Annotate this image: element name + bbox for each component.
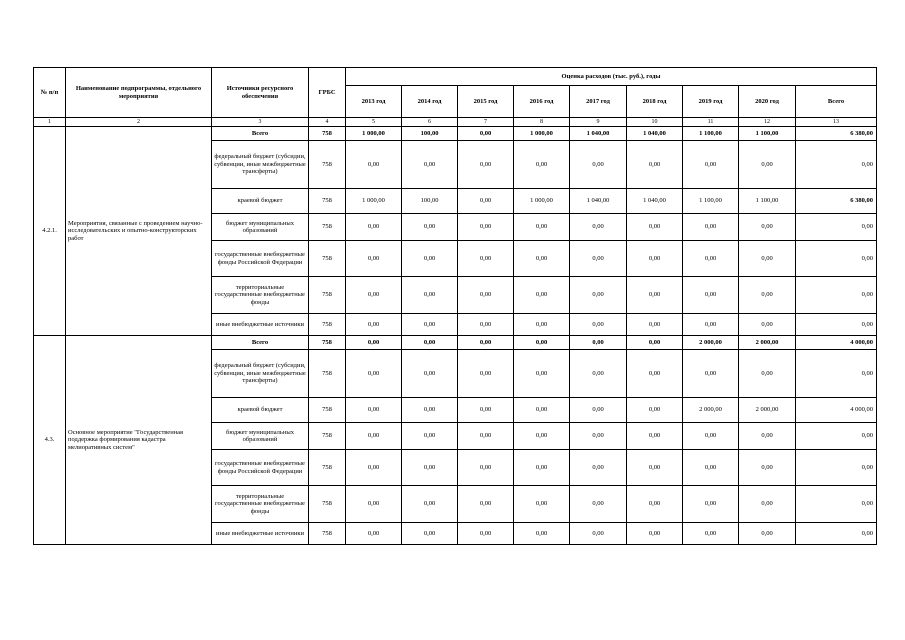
- year-value: 0,00: [627, 214, 683, 241]
- year-value: 0,00: [570, 523, 627, 545]
- year-value: 0,00: [739, 214, 796, 241]
- year-value: 0,00: [458, 241, 514, 277]
- funding-source: бюджет муниципальных образований: [212, 423, 309, 450]
- grbs-code: 758: [309, 214, 346, 241]
- total-value: 0,00: [796, 423, 877, 450]
- grbs-code: 758: [309, 486, 346, 523]
- year-value: 0,00: [346, 350, 402, 398]
- total-value: 0,00: [796, 486, 877, 523]
- year-value: 0,00: [570, 241, 627, 277]
- year-value: 0,00: [402, 141, 458, 189]
- year-value: 0,00: [346, 523, 402, 545]
- year-value: 0,00: [627, 398, 683, 423]
- year-value: 0,00: [346, 423, 402, 450]
- year-value: 0,00: [458, 523, 514, 545]
- year-value: 0,00: [458, 423, 514, 450]
- funding-source: краевой бюджет: [212, 189, 309, 214]
- col-header-year: 2018 год: [627, 86, 683, 118]
- year-value: 0,00: [402, 398, 458, 423]
- year-value: 0,00: [683, 141, 739, 189]
- funding-source: государственные внебюджетные фонды Российской Федерации: [212, 450, 309, 486]
- year-value: 2 000,00: [739, 398, 796, 423]
- year-value: 0,00: [514, 523, 570, 545]
- year-value: 0,00: [627, 141, 683, 189]
- grbs-code: 758: [309, 314, 346, 336]
- year-value: 0,00: [402, 450, 458, 486]
- col-header-estimate: Оценка расходов (тыс. руб.), годы: [346, 68, 877, 86]
- year-value: 0,00: [627, 314, 683, 336]
- total-value: 6 380,00: [796, 189, 877, 214]
- grbs-code: 758: [309, 141, 346, 189]
- year-value: 0,00: [514, 277, 570, 314]
- col-header-year: 2014 год: [402, 86, 458, 118]
- index-cell: 1: [34, 118, 66, 127]
- year-value: 0,00: [570, 423, 627, 450]
- col-header-source: Источники ресурсного обеспечения: [212, 68, 309, 118]
- year-value: 0,00: [346, 450, 402, 486]
- year-value: 0,00: [683, 241, 739, 277]
- year-value: 1 100,00: [739, 127, 796, 141]
- year-value: 2 000,00: [739, 336, 796, 350]
- year-value: 1 040,00: [570, 127, 627, 141]
- year-value: 0,00: [514, 450, 570, 486]
- year-value: 0,00: [514, 350, 570, 398]
- col-header-grbs: ГРБС: [309, 68, 346, 118]
- index-cell: 13: [796, 118, 877, 127]
- total-value: 6 380,00: [796, 127, 877, 141]
- grbs-code: 758: [309, 336, 346, 350]
- year-value: 0,00: [402, 214, 458, 241]
- col-header-year: Всего: [796, 86, 877, 118]
- total-value: 0,00: [796, 277, 877, 314]
- year-value: 1 100,00: [683, 189, 739, 214]
- col-header-year: 2020 год: [739, 86, 796, 118]
- index-cell: 8: [514, 118, 570, 127]
- year-value: 0,00: [346, 214, 402, 241]
- year-value: 0,00: [570, 450, 627, 486]
- total-value: 0,00: [796, 214, 877, 241]
- year-value: 0,00: [570, 486, 627, 523]
- year-value: 0,00: [739, 423, 796, 450]
- year-value: 0,00: [458, 127, 514, 141]
- year-value: 0,00: [402, 486, 458, 523]
- year-value: 0,00: [683, 423, 739, 450]
- year-value: 0,00: [739, 241, 796, 277]
- index-cell: 3: [212, 118, 309, 127]
- year-value: 1 100,00: [683, 127, 739, 141]
- year-value: 0,00: [458, 277, 514, 314]
- year-value: 0,00: [458, 314, 514, 336]
- col-header-year: 2015 год: [458, 86, 514, 118]
- year-value: 0,00: [346, 486, 402, 523]
- year-value: 0,00: [739, 350, 796, 398]
- funding-source: бюджет муниципальных образований: [212, 214, 309, 241]
- year-value: 0,00: [458, 336, 514, 350]
- year-value: 0,00: [570, 141, 627, 189]
- year-value: 0,00: [514, 214, 570, 241]
- year-value: 0,00: [514, 241, 570, 277]
- year-value: 0,00: [570, 277, 627, 314]
- year-value: 0,00: [739, 450, 796, 486]
- grbs-code: 758: [309, 398, 346, 423]
- col-header-num: № п/п: [34, 68, 66, 118]
- year-value: 0,00: [458, 189, 514, 214]
- index-cell: 6: [402, 118, 458, 127]
- year-value: 0,00: [627, 350, 683, 398]
- year-value: 1 100,00: [739, 189, 796, 214]
- funding-source: территориальные государственные внебюджетные фонды: [212, 486, 309, 523]
- year-value: 0,00: [346, 241, 402, 277]
- year-value: 0,00: [402, 336, 458, 350]
- index-cell: 2: [66, 118, 212, 127]
- total-value: 4 000,00: [796, 398, 877, 423]
- year-value: 0,00: [739, 523, 796, 545]
- grbs-code: 758: [309, 277, 346, 314]
- index-cell: 4: [309, 118, 346, 127]
- year-value: 1 000,00: [346, 189, 402, 214]
- year-value: 0,00: [683, 277, 739, 314]
- year-value: 0,00: [683, 350, 739, 398]
- year-value: 0,00: [627, 523, 683, 545]
- funding-source: федеральный бюджет (субсидии, субвенции, иные межбюджетные трансферты): [212, 350, 309, 398]
- index-row: [34, 118, 877, 127]
- year-value: 0,00: [346, 141, 402, 189]
- year-value: 0,00: [514, 314, 570, 336]
- year-value: 0,00: [402, 350, 458, 398]
- year-value: 0,00: [346, 277, 402, 314]
- col-header-name: Наименование подпрограммы, отдельного мероприятия: [66, 68, 212, 118]
- year-value: 0,00: [458, 141, 514, 189]
- funding-source: Всего: [212, 127, 309, 141]
- year-value: 0,00: [739, 486, 796, 523]
- row-number: 4.2.1.: [34, 127, 66, 336]
- year-value: 0,00: [514, 336, 570, 350]
- grbs-code: 758: [309, 423, 346, 450]
- year-value: 0,00: [739, 141, 796, 189]
- year-value: 0,00: [570, 398, 627, 423]
- budget-table: [33, 67, 877, 545]
- year-value: 0,00: [346, 398, 402, 423]
- year-value: 0,00: [402, 423, 458, 450]
- year-value: 0,00: [570, 314, 627, 336]
- index-cell: 10: [627, 118, 683, 127]
- year-value: 0,00: [570, 336, 627, 350]
- year-value: 1 000,00: [514, 127, 570, 141]
- year-value: 100,00: [402, 127, 458, 141]
- year-value: 0,00: [683, 314, 739, 336]
- year-value: 0,00: [346, 314, 402, 336]
- funding-source: Всего: [212, 336, 309, 350]
- year-value: 0,00: [402, 523, 458, 545]
- col-header-year: 2019 год: [683, 86, 739, 118]
- total-value: 0,00: [796, 241, 877, 277]
- index-cell: 5: [346, 118, 402, 127]
- funding-source: федеральный бюджет (субсидии, субвенции, иные межбюджетные трансферты): [212, 141, 309, 189]
- year-value: 0,00: [458, 486, 514, 523]
- grbs-code: 758: [309, 241, 346, 277]
- total-value: 0,00: [796, 314, 877, 336]
- grbs-code: 758: [309, 350, 346, 398]
- funding-source: иные внебюджетные источники: [212, 523, 309, 545]
- year-value: 0,00: [627, 336, 683, 350]
- measure-name: Основное мероприятие "Государственная поддержка формирования кадастра мелиоративных систем": [66, 336, 212, 545]
- grbs-code: 758: [309, 450, 346, 486]
- year-value: 1 040,00: [627, 189, 683, 214]
- year-value: 0,00: [739, 314, 796, 336]
- year-value: 0,00: [458, 350, 514, 398]
- year-value: 1 040,00: [627, 127, 683, 141]
- year-value: 0,00: [514, 141, 570, 189]
- year-value: 2 000,00: [683, 398, 739, 423]
- grbs-code: 758: [309, 523, 346, 545]
- col-header-year: 2013 год: [346, 86, 402, 118]
- grbs-code: 758: [309, 127, 346, 141]
- year-value: 0,00: [683, 214, 739, 241]
- year-value: 1 040,00: [570, 189, 627, 214]
- measure-name: Мероприятия, связанные с проведением научно-исследовательских и опытно-конструкторских работ: [66, 127, 212, 336]
- total-value: 0,00: [796, 450, 877, 486]
- col-header-year: 2017 год: [570, 86, 627, 118]
- row-number: 4.3.: [34, 336, 66, 545]
- year-value: 0,00: [627, 423, 683, 450]
- total-value: 0,00: [796, 523, 877, 545]
- year-value: 0,00: [683, 450, 739, 486]
- index-cell: 12: [739, 118, 796, 127]
- year-value: 0,00: [683, 486, 739, 523]
- year-value: 1 000,00: [514, 189, 570, 214]
- funding-source: государственные внебюджетные фонды Российской Федерации: [212, 241, 309, 277]
- total-value: 0,00: [796, 350, 877, 398]
- funding-source: территориальные государственные внебюджетные фонды: [212, 277, 309, 314]
- year-value: 0,00: [739, 277, 796, 314]
- year-value: 0,00: [458, 214, 514, 241]
- year-value: 0,00: [627, 277, 683, 314]
- funding-source: иные внебюджетные источники: [212, 314, 309, 336]
- year-value: 0,00: [570, 350, 627, 398]
- year-value: 0,00: [514, 486, 570, 523]
- index-cell: 7: [458, 118, 514, 127]
- grbs-code: 758: [309, 189, 346, 214]
- year-value: 0,00: [402, 314, 458, 336]
- year-value: 0,00: [514, 423, 570, 450]
- year-value: 0,00: [627, 241, 683, 277]
- year-value: 1 000,00: [346, 127, 402, 141]
- total-value: 0,00: [796, 141, 877, 189]
- year-value: 0,00: [683, 523, 739, 545]
- year-value: 0,00: [570, 214, 627, 241]
- year-value: 100,00: [402, 189, 458, 214]
- year-value: 0,00: [627, 450, 683, 486]
- year-value: 2 000,00: [683, 336, 739, 350]
- year-value: 0,00: [514, 398, 570, 423]
- table-row: [34, 127, 877, 141]
- year-value: 0,00: [458, 450, 514, 486]
- year-value: 0,00: [402, 277, 458, 314]
- total-value: 4 000,00: [796, 336, 877, 350]
- funding-source: краевой бюджет: [212, 398, 309, 423]
- col-header-year: 2016 год: [514, 86, 570, 118]
- table-row: [34, 336, 877, 350]
- year-value: 0,00: [458, 398, 514, 423]
- index-cell: 11: [683, 118, 739, 127]
- year-value: 0,00: [402, 241, 458, 277]
- year-value: 0,00: [346, 336, 402, 350]
- index-cell: 9: [570, 118, 627, 127]
- year-value: 0,00: [627, 486, 683, 523]
